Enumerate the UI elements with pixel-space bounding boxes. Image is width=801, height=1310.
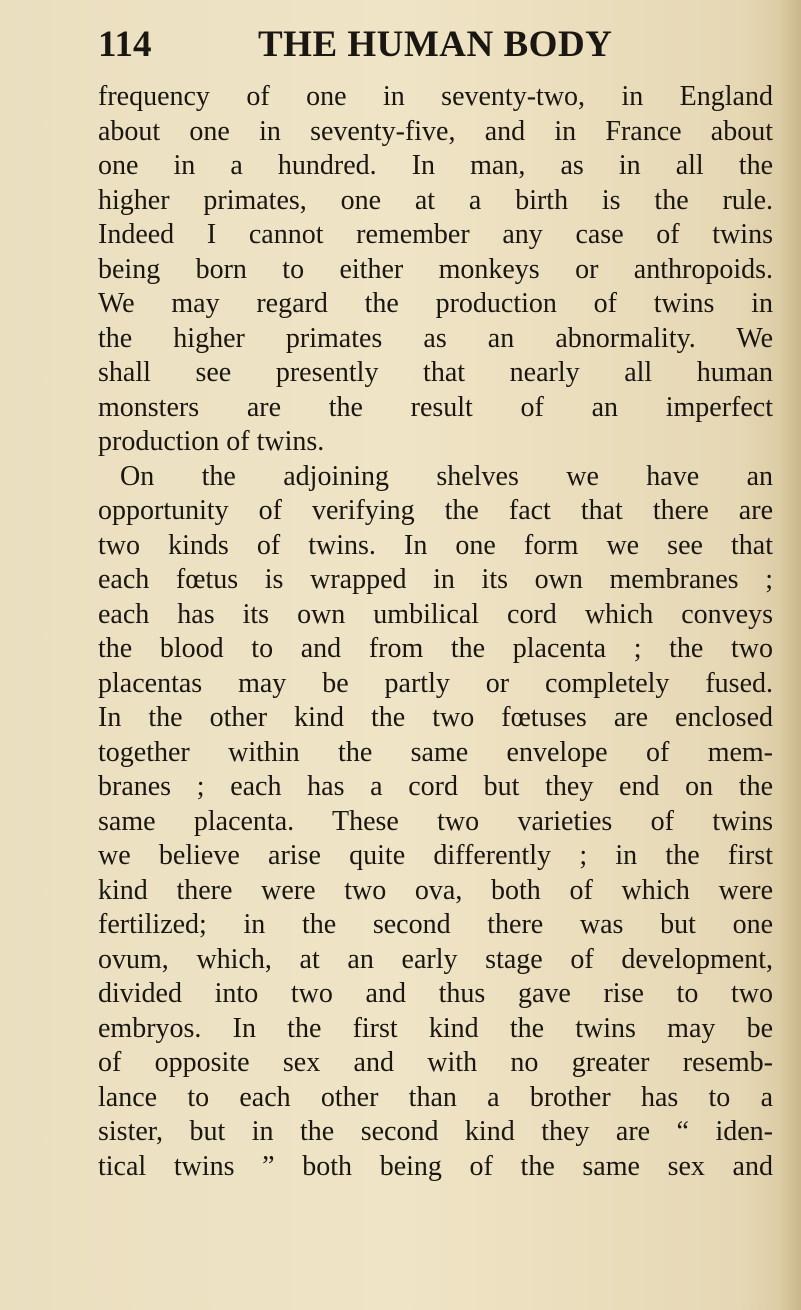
text-line: together within the same envelope of mem- [98,736,773,768]
running-head: THE HUMAN BODY [258,24,613,65]
text-line: each has its own umbilical cord which conveys [98,598,773,630]
text-line: two kinds of twins. In one form we see that [98,529,773,561]
text-line: of opposite sex and with no greater resemb- [98,1047,773,1078]
text-line: fertilized; in the second there was but one [98,909,773,940]
text-line: opportunity of verifying the fact that there are [98,495,773,526]
text-line: higher primates, one at a birth is the rule. [98,184,773,216]
text-line: one in a hundred. In man, as in all the [98,150,773,181]
text-line: kind there were two ova, both of which were [98,874,773,906]
page-number: 114 [98,24,152,65]
page-edge-shadow [779,0,801,1310]
text-line: about one in seventy-five, and in France about [98,115,773,147]
body-text [98,80,773,1184]
text-line: In the other kind the two fœtuses are enclosed [98,702,773,733]
text-line: shall see presently that nearly all human [98,357,773,388]
paragraph-last-line: production of twins. [98,426,325,457]
text-line: tical twins ” both being of the same sex and [98,1150,773,1182]
text-line: placentas may be partly or completely fused. [98,667,773,699]
paragraph-first-line: On the adjoining shelves we have an [120,460,773,492]
text-line: we believe arise quite differently ; in the first [98,840,773,871]
text-line: same placenta. These two varieties of twins [98,805,773,837]
text-line: each fœtus is wrapped in its own membranes ; [98,564,773,595]
text-line: the higher primates as an abnormality. We [98,322,773,354]
text-line: being born to either monkeys or anthropoids. [98,253,773,285]
text-line: lance to each other than a brother has to a [98,1081,773,1113]
text-line: monsters are the result of an imperfect [98,391,773,423]
page-header [98,22,773,68]
text-line: the blood to and from the placenta ; the two [98,633,773,664]
text-line: branes ; each has a cord but they end on the [98,771,773,802]
text-line: We may regard the production of twins in [98,288,773,319]
text-line: sister, but in the second kind they are “ iden- [98,1116,773,1147]
text-line: embryos. In the first kind the twins may be [98,1012,773,1044]
text-line: ovum, which, at an early stage of development, [98,943,773,975]
text-line: Indeed I cannot remember any case of twins [98,219,773,250]
text-line: frequency of one in seventy-two, in England [98,81,773,112]
text-line: divided into two and thus gave rise to two [98,978,773,1009]
